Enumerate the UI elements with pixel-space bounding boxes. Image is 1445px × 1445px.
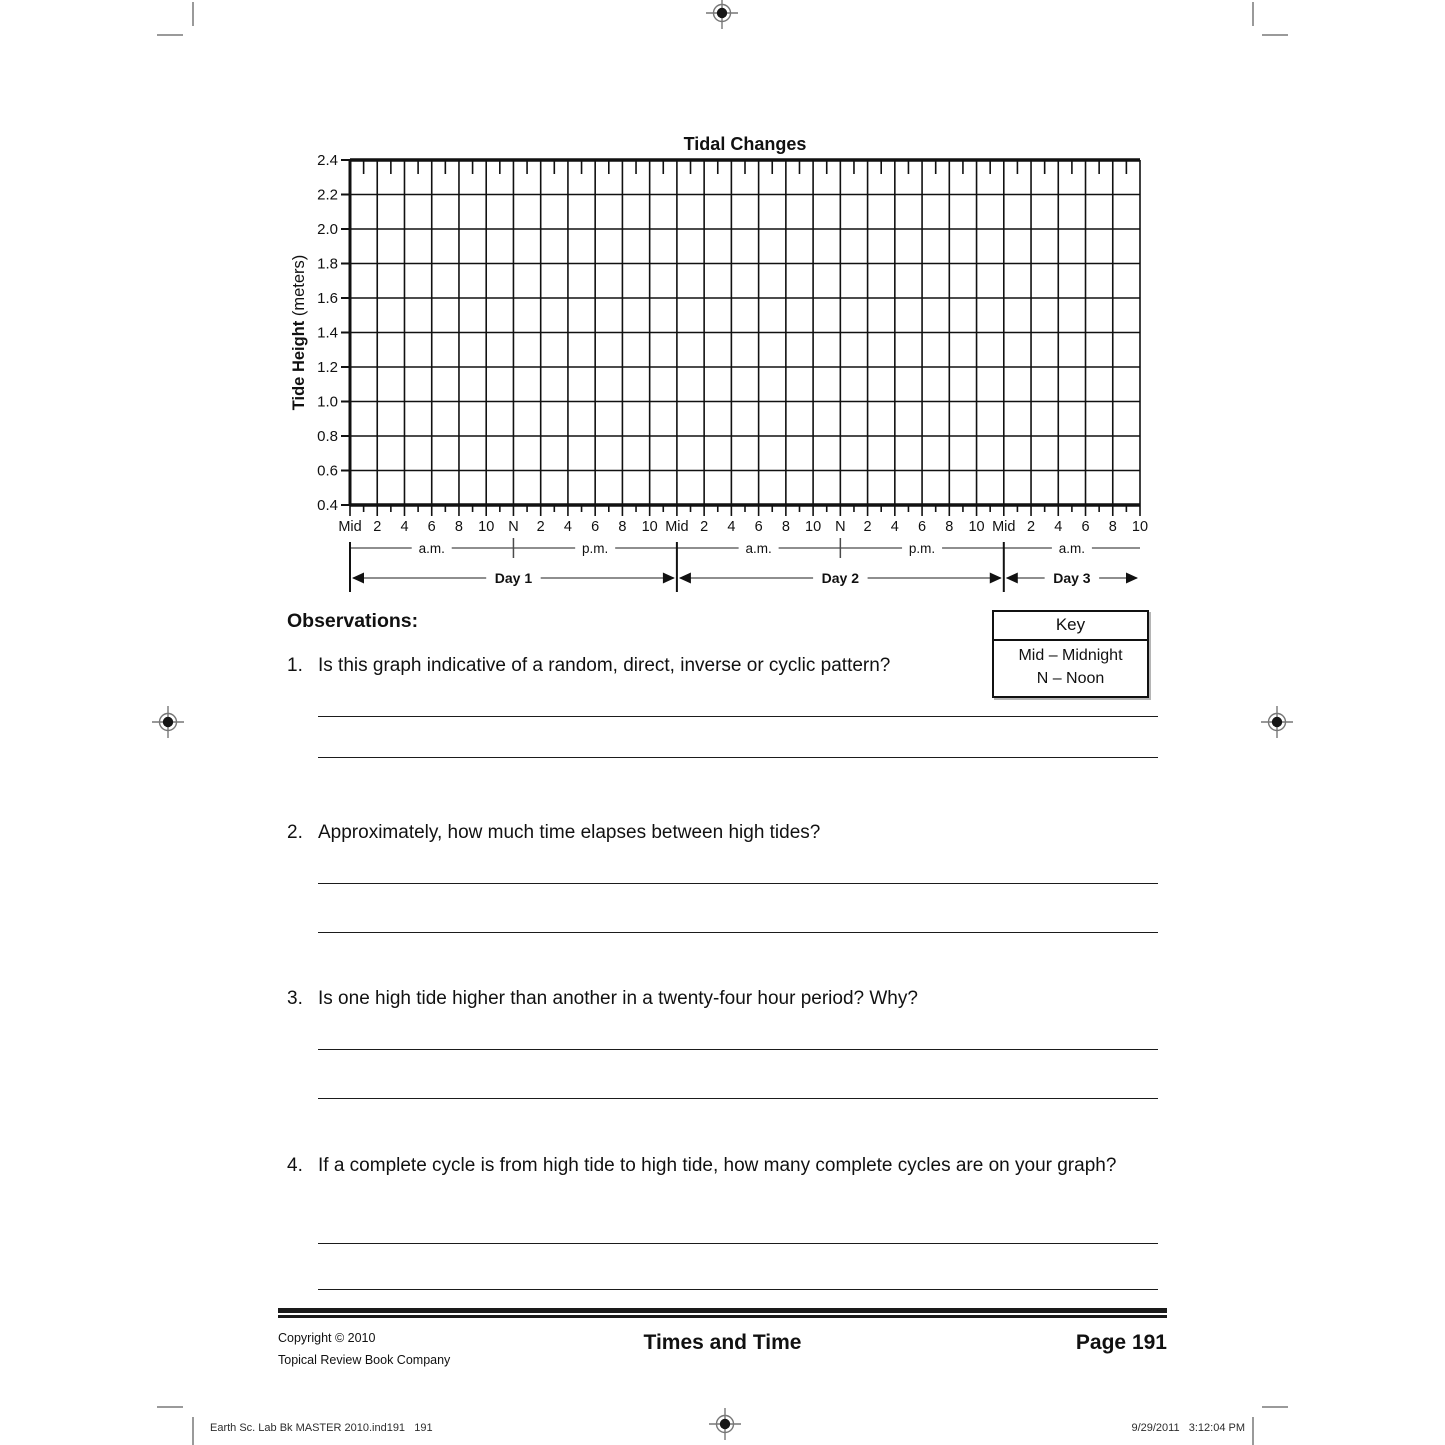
question-1 bbox=[287, 652, 1130, 679]
question-number: 4. bbox=[287, 1155, 303, 1176]
svg-text:Day 3: Day 3 bbox=[1053, 570, 1091, 586]
svg-text:10: 10 bbox=[641, 519, 658, 535]
x-gridlines bbox=[350, 160, 1140, 516]
crop-mark bbox=[1262, 34, 1288, 36]
svg-text:2.4: 2.4 bbox=[317, 152, 338, 169]
crop-mark bbox=[1252, 2, 1254, 26]
svg-text:Mid: Mid bbox=[665, 519, 689, 535]
svg-text:Mid: Mid bbox=[992, 519, 1016, 535]
observations-heading: Observations: bbox=[287, 610, 419, 632]
registration-mark-icon bbox=[705, 0, 739, 30]
answer-line[interactable] bbox=[318, 1289, 1158, 1290]
question-2 bbox=[287, 819, 1130, 846]
svg-text:0.8: 0.8 bbox=[317, 428, 338, 445]
page-number: Page 191 bbox=[1075, 1331, 1167, 1354]
svg-text:2.0: 2.0 bbox=[317, 221, 338, 238]
copyright-line2: Topical Review Book Company bbox=[278, 1352, 451, 1367]
answer-line[interactable] bbox=[318, 1049, 1158, 1050]
svg-text:4: 4 bbox=[1054, 519, 1063, 535]
svg-text:a.m.: a.m. bbox=[1058, 541, 1086, 556]
footer-rule bbox=[278, 1315, 1167, 1318]
svg-text:6: 6 bbox=[1081, 519, 1090, 535]
registration-mark-icon bbox=[1260, 705, 1294, 739]
key-entry-noon: N – Noon bbox=[1036, 670, 1105, 688]
svg-text:6: 6 bbox=[918, 519, 927, 535]
svg-text:Mid: Mid bbox=[338, 519, 362, 535]
svg-text:10: 10 bbox=[805, 519, 822, 535]
svg-text:2: 2 bbox=[536, 519, 545, 535]
crop-mark bbox=[1252, 1417, 1254, 1445]
question-text: Is this graph indicative of a random, direct, inverse or cyclic pattern? bbox=[318, 655, 891, 676]
y-gridlines bbox=[317, 152, 1140, 514]
svg-text:4: 4 bbox=[563, 519, 572, 535]
copyright-line1: Copyright © 2010 bbox=[278, 1331, 376, 1345]
svg-text:8: 8 bbox=[454, 519, 464, 535]
svg-text:Day 1: Day 1 bbox=[494, 570, 533, 586]
svg-text:1.6: 1.6 bbox=[317, 290, 338, 307]
question-number: 1. bbox=[287, 655, 303, 676]
registration-mark-icon bbox=[708, 1407, 742, 1441]
svg-text:a.m.: a.m. bbox=[418, 541, 445, 556]
answer-line[interactable] bbox=[318, 716, 1158, 717]
svg-text:4: 4 bbox=[727, 519, 736, 535]
crop-mark bbox=[192, 1417, 194, 1445]
svg-text:0.6: 0.6 bbox=[317, 462, 338, 480]
svg-text:4: 4 bbox=[400, 519, 409, 535]
svg-text:1.8: 1.8 bbox=[317, 255, 338, 273]
svg-text:6: 6 bbox=[591, 519, 600, 535]
crop-mark bbox=[192, 2, 194, 26]
svg-text:p.m.: p.m. bbox=[582, 541, 609, 556]
question-text: Is one high tide higher than another in a twenty-four hour period? Why? bbox=[318, 988, 918, 1009]
svg-text:8: 8 bbox=[1108, 519, 1117, 535]
day-ruler bbox=[352, 569, 1138, 587]
svg-text:6: 6 bbox=[754, 519, 763, 535]
svg-text:2: 2 bbox=[863, 519, 872, 535]
svg-text:1.2: 1.2 bbox=[317, 359, 338, 376]
key-title: Key bbox=[994, 612, 1147, 641]
svg-text:2: 2 bbox=[700, 519, 709, 535]
svg-text:Day 2: Day 2 bbox=[821, 570, 860, 586]
answer-line[interactable] bbox=[318, 883, 1158, 884]
print-file-info: Earth Sc. Lab Bk MASTER 2010.ind191 191 bbox=[210, 1422, 433, 1434]
svg-text:8: 8 bbox=[781, 519, 790, 535]
question-text: Approximately, how much time elapses between high tides? bbox=[318, 822, 821, 843]
svg-text:N: N bbox=[508, 519, 519, 535]
svg-text:0.4: 0.4 bbox=[317, 497, 338, 514]
section-title: Times and Time bbox=[643, 1331, 802, 1354]
y-axis-title: Tide Height (meters) bbox=[290, 254, 308, 411]
key-entry-midnight: Mid – Midnight bbox=[1018, 647, 1123, 664]
answer-line[interactable] bbox=[318, 932, 1158, 933]
svg-text:2: 2 bbox=[373, 519, 382, 535]
registration-mark-icon bbox=[151, 705, 185, 739]
svg-text:4: 4 bbox=[890, 519, 899, 535]
question-3 bbox=[287, 985, 1130, 1012]
svg-text:1.4: 1.4 bbox=[317, 324, 338, 342]
svg-text:10: 10 bbox=[968, 519, 985, 535]
svg-text:2: 2 bbox=[1026, 519, 1036, 535]
tidal-changes-chart bbox=[270, 130, 1170, 610]
svg-text:N: N bbox=[835, 519, 846, 535]
x-axis-labels bbox=[338, 519, 1148, 535]
answer-line[interactable] bbox=[318, 757, 1158, 758]
footer-rule bbox=[278, 1308, 1167, 1313]
svg-text:2.2: 2.2 bbox=[317, 186, 338, 204]
question-number: 3. bbox=[287, 988, 303, 1009]
answer-line[interactable] bbox=[318, 1098, 1158, 1099]
svg-text:a.m.: a.m. bbox=[745, 541, 772, 556]
crop-mark bbox=[157, 34, 183, 36]
svg-text:10: 10 bbox=[478, 519, 495, 535]
crop-mark bbox=[1262, 1406, 1288, 1408]
svg-text:1.0: 1.0 bbox=[317, 393, 338, 411]
svg-text:8: 8 bbox=[945, 519, 954, 535]
chart-title: Tidal Changes bbox=[683, 134, 807, 154]
ampm-ruler bbox=[350, 539, 1140, 557]
answer-line[interactable] bbox=[318, 1243, 1158, 1244]
question-4 bbox=[287, 1152, 1130, 1179]
svg-text:8: 8 bbox=[618, 519, 627, 535]
svg-text:10: 10 bbox=[1131, 519, 1149, 535]
question-number: 2. bbox=[287, 822, 303, 843]
print-datetime: 9/29/2011 3:12:04 PM bbox=[1131, 1422, 1245, 1434]
svg-text:p.m.: p.m. bbox=[908, 541, 936, 556]
question-text: If a complete cycle is from high tide to high tide, how many complete cycles are on your graph? bbox=[318, 1155, 1117, 1176]
svg-text:6: 6 bbox=[427, 519, 436, 535]
crop-mark bbox=[157, 1406, 183, 1408]
